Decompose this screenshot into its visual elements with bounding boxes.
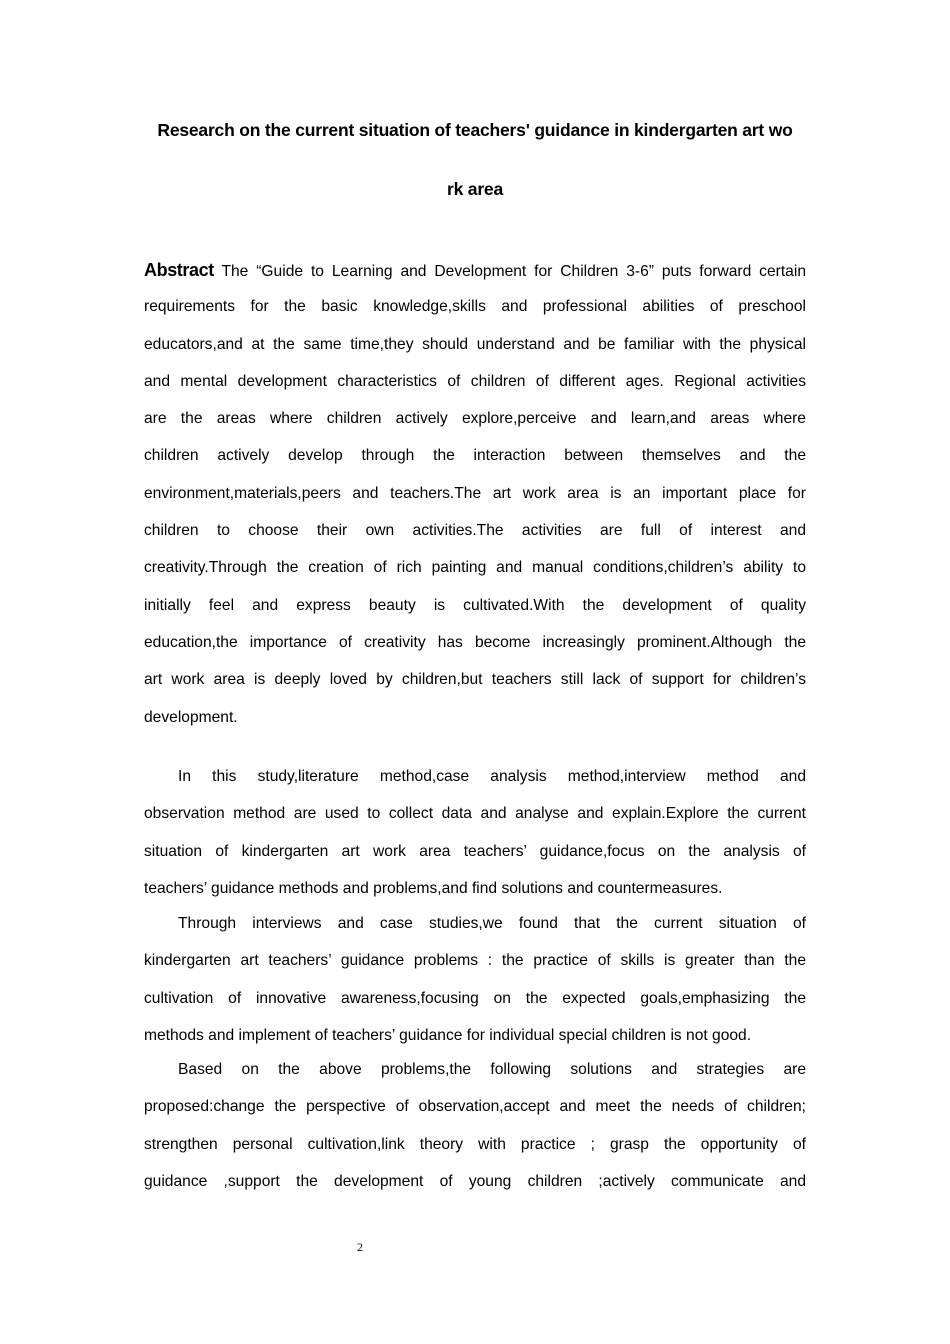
abstract-paragraph-2 — [144, 767, 806, 916]
text-line: requirements for the basic knowledge,skills and professional abilities of preschool — [144, 298, 806, 316]
text-line: creativity.Through the creation of rich painting and manual conditions,children’s ability to — [144, 559, 806, 577]
text-line: are the areas where children actively explore,perceive and learn,and areas where — [144, 410, 806, 428]
text-line: Through interviews and case studies,we found that the current situation of — [178, 915, 806, 932]
abstract-label: Abstract — [144, 260, 214, 280]
text-line: guidance ,support the development of young children ;actively communicate and — [144, 1172, 806, 1190]
text-line — [144, 260, 806, 297]
text-line: teachers’ guidance methods and problems,and find solutions and countermeasures. — [144, 879, 723, 897]
text-line: art work area is deeply loved by children,but teachers still lack of support for children’s — [144, 671, 806, 689]
text-line: environment,materials,peers and teachers.The art work area is an important place for — [144, 484, 806, 502]
page-number: 2 — [357, 1240, 363, 1254]
abstract-paragraph-3 — [144, 914, 806, 1063]
text-line: strengthen personal cultivation,link theory with practice ; grasp the opportunity of — [144, 1135, 806, 1153]
text-line: and mental development characteristics of children of different ages. Regional activities — [144, 372, 806, 390]
text-line: educators,and at the same time,they should understand and be familiar with the physical — [144, 335, 806, 353]
text-line: initially feel and express beauty is cultivated.With the development of quality — [144, 596, 806, 614]
text-line: observation method are used to collect data and analyse and explain.Explore the current — [144, 805, 806, 823]
text-line: children actively develop through the interaction between themselves and the — [144, 447, 806, 465]
text-line: development. — [144, 708, 238, 726]
abstract-paragraph-1 — [144, 260, 806, 745]
text-line: Based on the above problems,the following solutions and strategies are — [178, 1061, 806, 1078]
text-line: children to choose their own activities.The activities are full of interest and — [144, 522, 806, 540]
text-line: cultivation of innovative awareness,focusing on the expected goals,emphasizing the — [144, 989, 806, 1007]
document-title-line-1: Research on the current situation of teachers' guidance in kindergarten art wo — [157, 120, 793, 140]
document-title-line-2: rk area — [446, 179, 503, 199]
text-line: education,the importance of creativity has become increasingly prominent.Although the — [144, 633, 806, 651]
text-line: methods and implement of teachers’ guidance for individual special children is not good. — [144, 1026, 752, 1044]
text-line: situation of kindergarten art work area teachers’ guidance,focus on the analysis of — [144, 842, 806, 860]
abstract-paragraph-4 — [144, 1060, 806, 1209]
text-line: In this study,literature method,case analysis method,interview method and — [178, 768, 806, 785]
text-line-content: The “Guide to Learning and Development for Children 3-6” puts forward certain — [213, 263, 806, 280]
text-line: proposed:change the perspective of observation,accept and meet the needs of children; — [144, 1098, 806, 1116]
text-line: kindergarten art teachers’ guidance problems : the practice of skills is greater than the — [144, 952, 806, 970]
